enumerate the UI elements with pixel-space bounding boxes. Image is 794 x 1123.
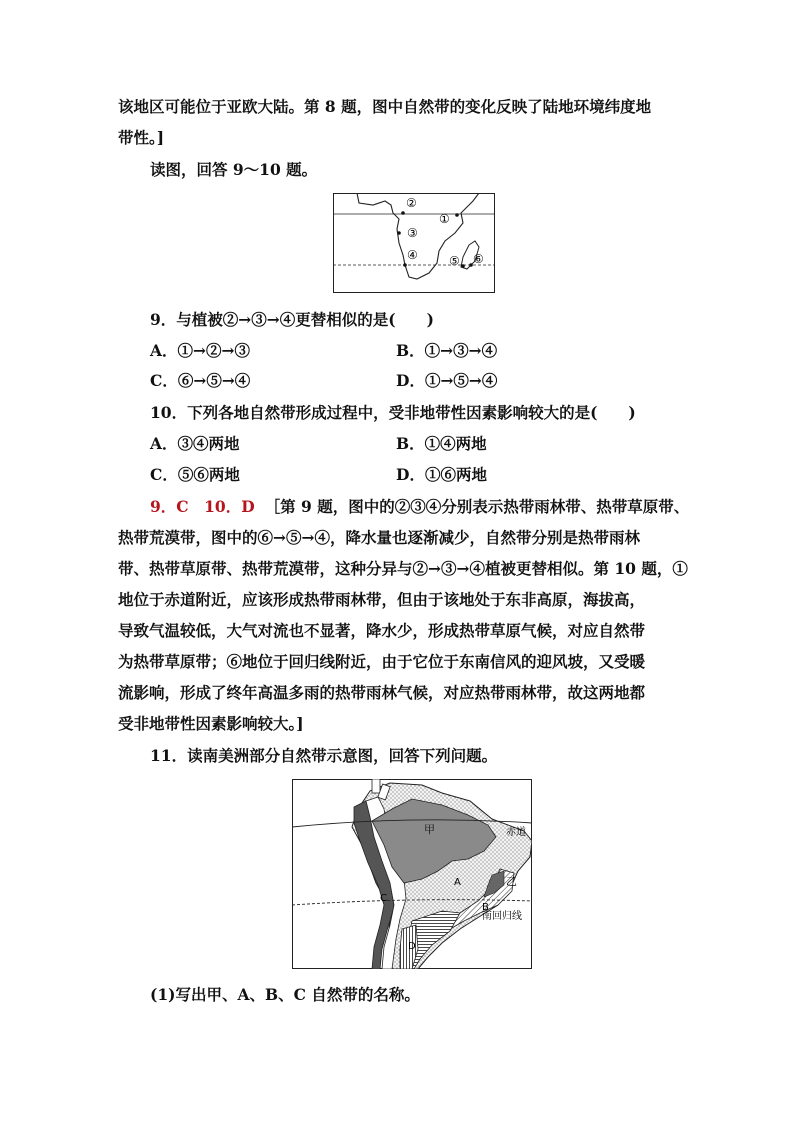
q9-option-b[interactable]: B．①→③→④ [396,341,498,360]
south-america-map-figure [292,779,532,969]
marker-4: ④ [407,248,418,262]
point-4 [403,263,407,267]
answer-line-4: 地位于赤道附近，应该形成热带雨林带，但由于该地处于东非高原，海拔高， [118,590,646,609]
q9-option-a[interactable]: A．①→②→③ [150,341,251,360]
intro-line-1: 该地区可能位于亚欧大陆。第 8 题，图中自然带的变化反映了陆地环境纬度地 [118,97,652,116]
marker-6: ⑥ [473,252,484,266]
q10-stem: 10．下列各地自然带形成过程中，受非地带性因素影响较大的是( ) [150,403,636,422]
label-c: C [380,893,387,904]
q9-stem: 9．与植被②→③→④更替相似的是( ) [150,310,434,329]
point-2 [401,211,405,215]
q10-option-a[interactable]: A．③④两地 [150,434,240,453]
read-figure-prompt: 读图，回答 9～10 题。 [150,160,318,179]
q11-sub1: (1)写出甲、A、B、C 自然带的名称。 [150,985,420,1004]
marker-3: ③ [407,226,418,240]
answer-explanation-start: ［第 9 题，图中的②③④分别表示热带雨林带、热带草原带、 [264,497,690,516]
label-yi: 乙 [506,875,517,888]
answer-line-3: 带、热带草原带、热带荒漠带，这种分异与②→③→④植被更替相似。第 10 题，① [118,559,688,578]
point-1 [455,213,459,217]
point-3 [397,231,401,235]
answer-line-8: 受非地带性因素影响较大。] [118,714,304,733]
q9-option-c[interactable]: C．⑥→⑤→④ [150,371,251,390]
answer-line-7: 流影响，形成了终年高温多雨的热带雨林气候，对应热带雨林带，故这两地都 [118,683,646,702]
isthmus-box-1 [372,779,380,793]
label-b: B [482,902,489,913]
point-5 [461,264,465,268]
answer-key: 9．C 10．D [150,497,255,516]
q10-option-b[interactable]: B．①④两地 [396,434,487,453]
q10-option-d[interactable]: D．①⑥两地 [396,465,487,484]
africa-map-figure [333,193,495,293]
marker-5: ⑤ [449,254,460,268]
answer-line-2: 热带荒漠带，图中的⑥→⑤→④，降水量也逐渐减少，自然带分别是热带雨林 [118,528,640,547]
answer-line-6: 为热带草原带；⑥地位于回归线附近，由于它位于东南信风的迎风坡，又受暖 [118,652,646,671]
q11-stem: 11．读南美洲部分自然带示意图，回答下列问题。 [150,746,498,765]
marker-2: ② [406,196,417,210]
q10-option-c[interactable]: C．⑤⑥两地 [150,465,240,484]
marker-1: ① [439,212,450,226]
label-d: D [408,941,416,952]
answer-line-1 [150,497,689,517]
label-a: A [454,877,461,888]
q9-option-d[interactable]: D．①→⑤→④ [396,371,498,390]
answer-line-5: 导致气温较低，大气对流也不显著，降水少，形成热带草原气候，对应自然带 [118,621,646,640]
label-tropic: 南回归线 [482,911,522,922]
label-jia: 甲 [424,823,435,836]
label-equator: 赤道 [506,827,526,838]
intro-line-2: 带性。] [118,128,165,147]
